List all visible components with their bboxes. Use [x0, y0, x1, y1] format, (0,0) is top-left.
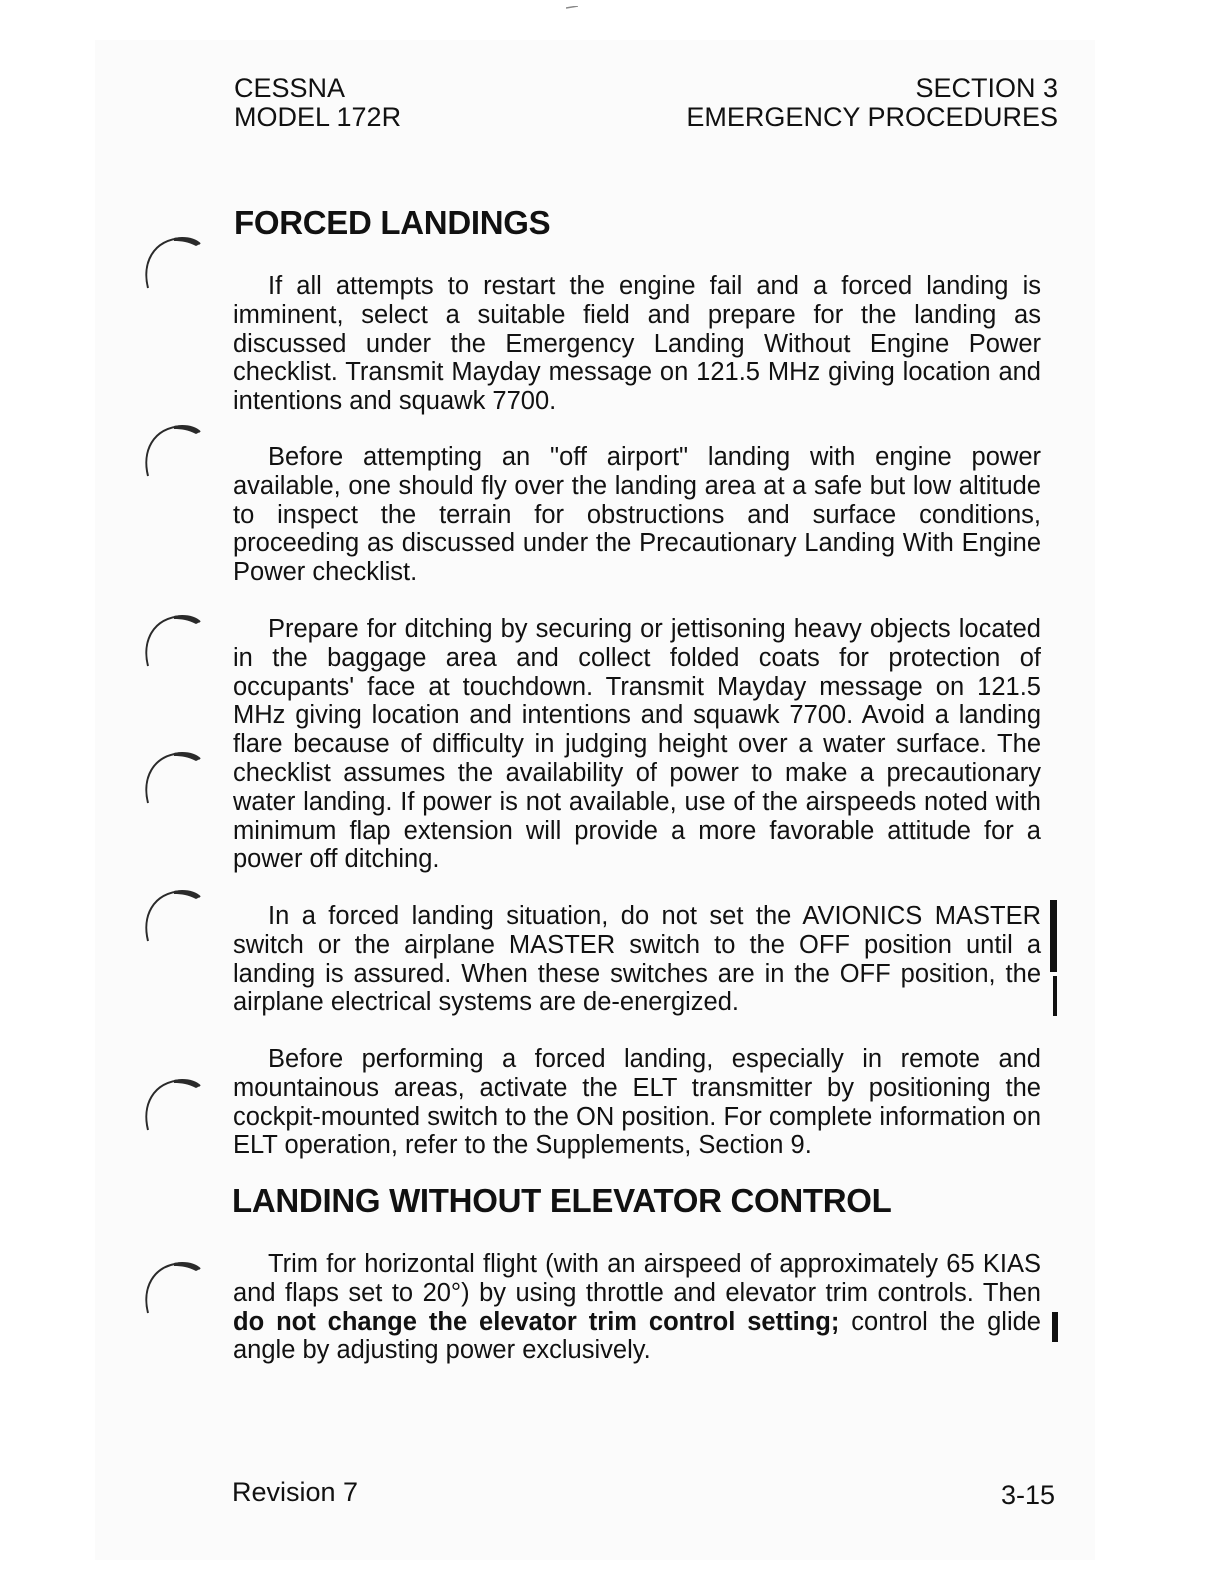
- header-left: [234, 74, 401, 132]
- header-section-title: EMERGENCY PROCEDURES: [686, 102, 1058, 132]
- paragraph-restart-fail: If all attempts to restart the engine fail and a forced landing is imminent, select a suitable field and prepare for the landing as discussed under the Emergency Landing Without Engine Power checklist. Transmit Mayday message on 121.5 MHz giving location and intentions and squawk 7700.: [233, 272, 1041, 416]
- elevator-warning-bold: do not change the elevator trim control setting;: [233, 1307, 840, 1336]
- header-right: [686, 74, 1058, 132]
- elevator-text-end: control the glide angle by adjusting power exclusively.: [233, 1307, 1041, 1365]
- binder-hole-mark: [138, 608, 208, 668]
- header-manufacturer: CESSNA: [234, 73, 346, 103]
- binder-hole-mark: [138, 1072, 208, 1132]
- paragraph-elt: Before performing a forced landing, especially in remote and mountainous areas, activate the ELT transmitter by positioning the cockpit-mounted switch to the ON position. For complete information on ELT operation, refer to the Supplements, Section 9.: [233, 1045, 1041, 1160]
- footer-revision: Revision 7: [232, 1477, 359, 1507]
- paragraph-off-airport: Before attempting an "off airport" landing with engine power available, one should fly over the landing area at a safe but low altitude to inspect the terrain for obstructions and surface conditions, proceeding as discussed under the Precautionary Landing With Engine Power checklist.: [233, 443, 1041, 587]
- paragraph-elevator-trim: [233, 1250, 1041, 1365]
- binder-hole-mark: [138, 230, 208, 290]
- header-section: SECTION 3: [915, 73, 1058, 103]
- paragraph-master-switch: In a forced landing situation, do not set the AVIONICS MASTER switch or the airplane MASTER switch to the OFF position until a landing is assured. When these switches are in the OFF position, the airplane electrical systems are de-energized.: [233, 902, 1041, 1017]
- section-heading-forced-landings: FORCED LANDINGS: [234, 204, 551, 241]
- binder-hole-mark: [138, 745, 208, 805]
- paragraph-ditching: Prepare for ditching by securing or jettisoning heavy objects located in the baggage area and collect folded coats for protection of occupants' face at touchdown. Transmit Mayday message on 121.5 MHz giving location and intentions and squawk 7700. Avoid a landing flare because of difficulty in judging height over a water surface. The checklist assumes the availability of power to make a precautionary water landing. If power is not available, use of the airspeeds noted with minimum flap extension will provide a more favorable attitude for a power off ditching.: [233, 615, 1041, 874]
- binder-hole-mark: [138, 1255, 208, 1315]
- binder-hole-mark: [138, 883, 208, 943]
- change-bar-switch-bottom: [1053, 976, 1057, 1016]
- change-bar-elevator: [1052, 1312, 1058, 1342]
- scan-speck: [566, 6, 578, 9]
- header-model: MODEL 172R: [234, 102, 402, 132]
- section-heading-elevator-control: LANDING WITHOUT ELEVATOR CONTROL: [232, 1182, 892, 1219]
- binder-hole-mark: [138, 418, 208, 478]
- footer-page-number: 3-15: [1000, 1480, 1055, 1510]
- elevator-text-start: Trim for horizontal flight (with an airspeed of approximately 65 KIAS and flaps set to 20°) by using throttle and elevator trim controls. Then: [233, 1250, 1041, 1307]
- change-bar-switch-top: [1050, 900, 1057, 972]
